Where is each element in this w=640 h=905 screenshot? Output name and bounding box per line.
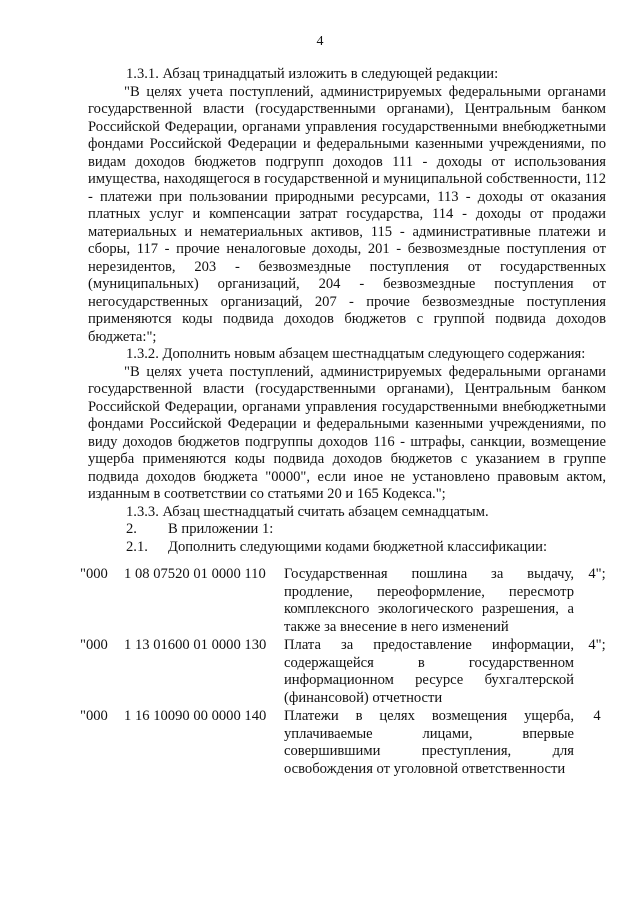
row-prefix: "000 bbox=[80, 708, 108, 724]
row-prefix: "000 bbox=[80, 566, 108, 582]
budget-code: 1 16 10090 00 0000 140 bbox=[124, 708, 267, 724]
paragraph-1-3-1: 1.3.1. Абзац тринадцатый изложить в следующей редакции: bbox=[126, 66, 499, 82]
page-number: 4 bbox=[316, 34, 324, 49]
budget-code: 1 08 07520 01 0000 110 bbox=[124, 566, 266, 582]
row-tail: 4"; bbox=[588, 566, 606, 582]
list-item-number: 2.1. bbox=[126, 538, 148, 555]
table-row bbox=[80, 636, 620, 707]
list-item-text: Дополнить следующими кодами бюджетной классификации: bbox=[168, 538, 548, 555]
list-item-number: 2. bbox=[126, 521, 137, 537]
paragraph-quote-2: "В целях учета поступлений, администрируемых федеральными органами государственной власти (государственными органами), Центральным банком Российской Федерации, органами управления государственными внебюджетными фондами Российской Федерации и федеральными казенными учреждениями, по виду доходов бюджетов подгруппы доходов 116 - штрафы, санкции, возмещение ущерба применяются коды подвида доходов бюджетов с указанием в группе подвида доходов бюджета "0000", если иное не установлено правовым актом, изданным в соответствии со статьями 20 и 165 Кодекса."; bbox=[88, 363, 606, 502]
budget-codes-table bbox=[80, 566, 620, 778]
list-item-text: В приложении 1: bbox=[168, 521, 274, 537]
code-description: Платежи в целях возмещения ущерба, уплачиваемые лицами, впервые совершившими преступления, для освобождения от уголовной ответственности bbox=[284, 708, 574, 777]
table-row bbox=[80, 566, 620, 636]
row-prefix: "000 bbox=[80, 637, 108, 653]
paragraph-1-3-3: 1.3.3. Абзац шестнадцатый считать абзацем семнадцатым. bbox=[126, 503, 489, 520]
document-body bbox=[88, 66, 606, 556]
code-description: Плата за предоставление информации, содержащейся в государственном информационном ресурсе бухгалтерской (финансовой) отчетности bbox=[284, 637, 574, 706]
budget-code: 1 13 01600 01 0000 130 bbox=[124, 637, 267, 653]
row-tail: 4 bbox=[593, 708, 601, 724]
table-row bbox=[80, 707, 620, 778]
list-item-2 bbox=[88, 521, 606, 539]
list-item-2-1 bbox=[88, 539, 606, 557]
paragraph-quote-1: "В целях учета поступлений, администрируемых федеральными органами государственной власти (государственными органами), Центральным банком Российской Федерации, органами управления государственными внебюджетными фондами Российской Федерации и федеральными казенными учреждениями, по видам доходов бюджетов подгрупп доходов 111 - доходы от использования имущества, находящегося в государственной и муниципальной собственности, 112 - платежи при пользовании природными ресурсами, 113 - доходы от оказания платных услуг и компенсации затрат государства, 114 - доходы от продажи материальных и нематериальных активов, 115 - административные платежи и сборы, 117 - прочие неналоговые доходы, 201 - безвозмездные поступления от нерезидентов, 203 - безвозмездные поступления от государственных (муниципальных) организаций, 204 - безвозмездные поступления от негосударственных организаций, 207 - прочие безвозмездные поступления применяются коды подвида доходов бюджетов с группой подвида доходов бюджета:"; bbox=[88, 83, 606, 345]
row-tail: 4"; bbox=[588, 637, 606, 653]
code-description: Государственная пошлина за выдачу, продление, переоформление, пересмотр комплексного экологического разрешения, а также за внесение в него изменений bbox=[284, 566, 574, 635]
paragraph-1-3-2: 1.3.2. Дополнить новым абзацем шестнадцатым следующего содержания: bbox=[126, 346, 586, 362]
